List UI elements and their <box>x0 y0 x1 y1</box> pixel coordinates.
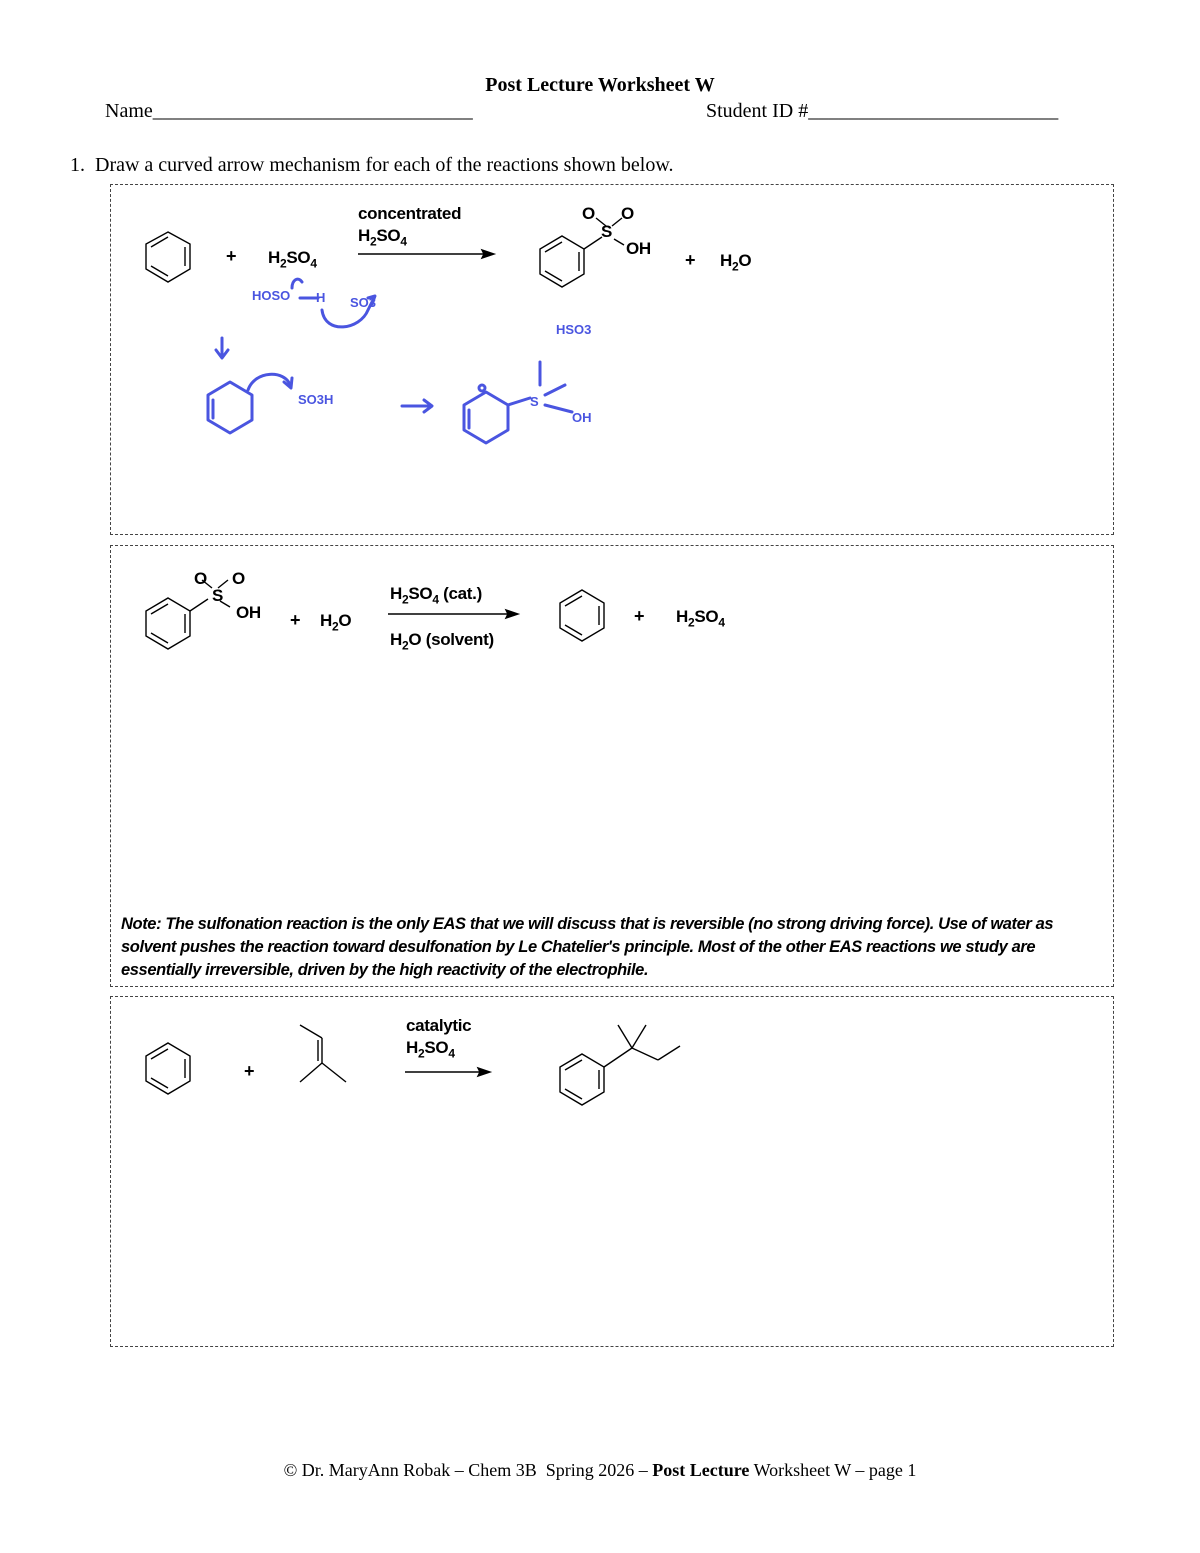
reactant-oxygen-right: O <box>232 569 245 588</box>
worksheet-title: Post Lecture Worksheet W <box>485 74 715 96</box>
plus-sign: + <box>226 246 237 266</box>
condition-catalytic: catalytic <box>406 1016 472 1035</box>
hand-label-hoso: HOSO <box>252 288 291 303</box>
reaction-arrow-2 <box>388 610 518 618</box>
hand-sigma-complex <box>464 392 508 443</box>
product-hydroxyl: OH <box>626 239 651 258</box>
plus-sign: + <box>290 610 301 630</box>
reagent-water: $H_2O$ <box>320 611 352 634</box>
reaction-arrow-3 <box>405 1068 490 1076</box>
benzene-reactant-1 <box>146 232 190 282</box>
benzene-product-2 <box>560 590 604 641</box>
condition-reagent: $H_2SO_4$ <box>406 1038 455 1061</box>
question-text: Draw a curved arrow mechanism for each of the reactions shown below. <box>95 154 674 176</box>
handwritten-mechanism <box>208 279 572 443</box>
plus-sign: + <box>685 250 696 270</box>
product-oxygen-right: O <box>621 204 634 223</box>
tert-pentylbenzene-product <box>560 1025 680 1105</box>
benzene-reactant-3 <box>146 1043 190 1094</box>
hand-label-hso3: HSO3 <box>556 322 592 337</box>
hand-label-s: S <box>530 394 539 409</box>
name-field-label: Name________________________________ <box>105 100 473 122</box>
condition-reagent: $H_2SO_4$ <box>358 226 407 249</box>
product-oxygen-left: O <box>582 204 595 223</box>
hand-label-h: H <box>316 290 326 305</box>
hand-label-so3h: SO3H <box>298 392 334 407</box>
reactant-oxygen-left: O <box>194 569 207 588</box>
reagent-sulfuric-acid: $H_2SO_4$ <box>268 248 317 271</box>
reaction-arrow-1 <box>358 250 494 258</box>
curved-arrow-small <box>292 279 302 288</box>
hand-label-so3: SO3 <box>350 295 377 310</box>
condition-solvent: $H_2O$ (solvent) <box>390 630 494 653</box>
byproduct-water: $H_2O$ <box>720 251 752 274</box>
student-id-field-label: Student ID #_________________________ <box>706 100 1059 122</box>
desulfonation-note: Note: The sulfonation reaction is the only EAS that we will discuss that is reversible (no strong driving force). Use of water as solvent pushes the reaction toward desulfonation by Le Chatelier's principle. Most of the other EAS reactions we study are essentially irreversible, driven by the high reactivity of the electrophile. <box>121 915 1054 979</box>
hand-benzene <box>208 382 252 433</box>
plus-sign: + <box>634 606 645 626</box>
condition-concentrated: concentrated <box>358 204 462 223</box>
product-sulfuric-acid: $H_2SO_4$ <box>676 607 725 630</box>
condition-catalyst: $H_2SO_4$ (cat.) <box>390 584 482 607</box>
alkene-reactant <box>300 1025 346 1082</box>
hand-label-oh: OH <box>572 410 592 425</box>
question-number: 1. <box>70 154 85 176</box>
plus-sign: + <box>244 1061 255 1081</box>
handwritten-labels <box>252 288 592 425</box>
reactant-hydroxyl: OH <box>236 603 261 622</box>
product-sulfur: S <box>601 222 613 241</box>
page-footer: © Dr. MaryAnn Robak – Chem 3B Spring 2026 – Post Lecture Worksheet W – page 1 <box>283 1460 917 1480</box>
reactant-sulfur: S <box>212 586 224 605</box>
